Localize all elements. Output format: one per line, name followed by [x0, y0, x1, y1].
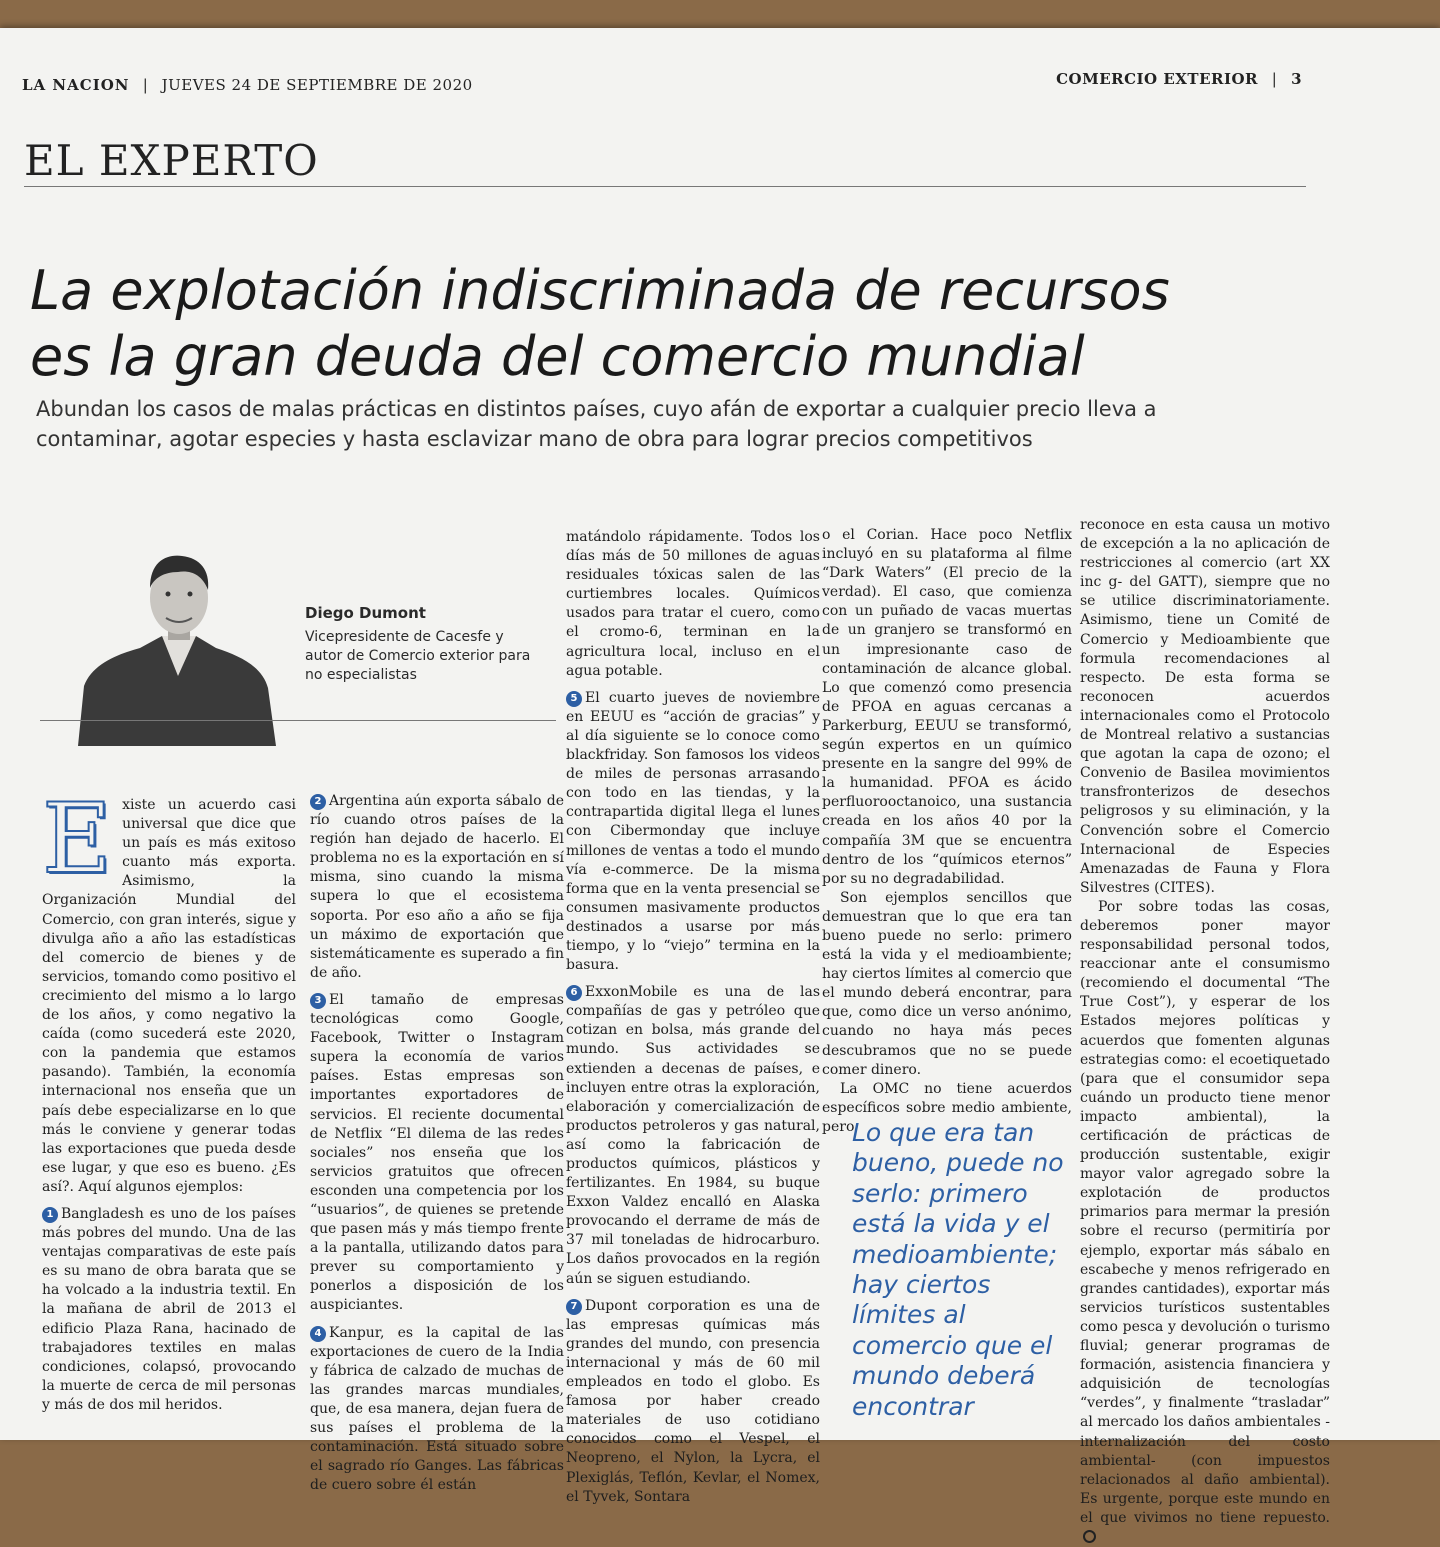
- section-rule: [24, 186, 1306, 187]
- case-3-text: El tamaño de empresas tecnológicas como Google, Facebook, Twitter o Instagram supera la economía de varios países. Estas empresas son importantes exportadores de servicios. El reciente documental de Netflix “El dilema de las redes sociales” nos enseña que los servicios gratuitos que ofrecen esconden una competencia por los “usuarios”, de quienes se pretende que pasen más y más tiempo frente a la pantalla, utilizando datos para prever su comportamiento y ponerlos a disposición de los auspiciantes.: [310, 991, 564, 1314]
- column-4-paragraph-3-text: La OMC no tiene acuerdos específicos sobre medio ambiente, pero: [822, 1080, 1072, 1135]
- case-7-number-badge: 7: [566, 1299, 582, 1315]
- column-5-paragraph-2-text: Por sobre todas las cosas, deberemos poner mayor responsabilidad personal todos, reaccionar ante el consumismo (recomiendo el documental “The True Cost”), y esperar de los Estados mejores políticas y acuerdos que fomenten algunas estrategias como: el ecoetiquetado (para que el consumidor sepa cuándo un producto tiene menor impacto ambiental), la certificación de prácticas de producción sustentable, exigir mayor valor agregado sobre la explotación de productos primarios para mermar la presión sobre el recurso (permitiría por ejemplo, exportar más sábalo en escabeche y menos refrigerado en grandes cantidades), exportar más servicios turísticos sustentables como pesca y devolución o turismo fluvial; generar programas de formación, asistencia financiera y adquisición de tecnologías “verdes”, y finalmente “trasladar” al mercado los daños ambientales -internalización del costo ambiental- (con impuestos relacionados al daño ambiental). Es urgente, porque este mundo en el que vivimos no tiene repuesto.: [1080, 898, 1330, 1526]
- column-2: [310, 792, 564, 1495]
- case-4-text: Kanpur, es la capital de las exportaciones de cuero de la India y fábrica de calzado de muchas de las grandes marcas mundiales, que, de esa manera, dejan fuera de sus países el problema de la contaminación. Está situado sobre el sagrado río Ganges. Las fábricas de cuero sobre él están: [310, 1324, 564, 1494]
- case-7-text: Dupont corporation es una de las empresas químicas más grandes del mundo, con presencia internacional y más de 60 mil empleados en todo el globo. Es famosa por haber creado materiales de uso cotidiano conocidos como el Vespel, el Neopreno, el Nylon, la Lycra, el Plexiglás, Teflón, Kevlar, el Nomex, el Tyvek, Sontara: [566, 1297, 820, 1505]
- case-4: [310, 1324, 564, 1496]
- author-portrait: [78, 536, 276, 746]
- section-name: COMERCIO EXTERIOR: [1056, 70, 1259, 88]
- drop-cap: E: [42, 783, 113, 895]
- column-4-paragraph-2-text: Son ejemplos sencillos que demuestran que lo que era tan bueno puede no serlo: primero está la vida y el medioambiente; hay ciertos límites al comercio que el mundo deberá encontrar, para que, como dice un verso anónimo, cuando no haya más peces descubramos que no se puede comer dinero.: [822, 889, 1072, 1078]
- end-of-article-icon: [1083, 1530, 1096, 1543]
- case-1: [42, 1205, 296, 1415]
- masthead-separator: |: [142, 76, 149, 94]
- case-7-continued-text: o el Corian. Hace poco Netflix incluyó en su plataforma al filme “Dark Waters” (El precio de la verdad). El caso, que comienza con un puñado de vacas muertas de un granjero se transformó en un impresionante caso de contaminación de alcance global. Lo que comenzó como presencia de PFOA en aguas cercanas a Parkerburg, EEUU se transformó, según expertos en un químico presente en la sangre del 99% de la humanidad. PFOA es ácido perfluorooctanoico, una sustancia creada en los años 40 por la compañía 3M que se encuentra dentro de los “químicos eternos” por su no degradabilidad.: [822, 527, 1072, 887]
- paper-name: LA NACION: [22, 76, 130, 94]
- headline: La explotación indiscriminada de recursos es la gran deuda del comercio mundial: [30, 259, 1170, 388]
- column-5-paragraph-1-text: reconoce en esta causa un motivo de excepción a la no aplicación de restricciones al comercio (art XX inc g- del GATT), siempre que no se utilice discriminatoriamente. Asimismo, tiene un Comité de Comercio y Medioambiente que formula recomendaciones al respecto. De esta forma se reconocen acuerdos internacionales como el Protocolo de Montreal relativo a sustancias que agotan la capa de ozono; el Convenio de Basilea movimientos transfronterizos de desechos peligrosos y su eliminación, y la Convención sobre el Comercio Internacional de Especies Amenazadas de Fauna y Flora Silvestres (CITES).: [1080, 517, 1330, 896]
- page-number: 3: [1291, 70, 1302, 88]
- column-5: [1080, 516, 1330, 1547]
- case-2-number-badge: 2: [310, 794, 326, 810]
- case-3-number-badge: 3: [310, 993, 326, 1009]
- case-5-number-badge: 5: [566, 691, 582, 707]
- newspaper-page: [0, 28, 1440, 1526]
- pull-quote: Lo que era tan bueno, puede no serlo: primero está la vida y el medioambiente; hay ciertos límites al comercio que el mundo deberá encontrar: [852, 1118, 1064, 1421]
- case-5-text: El cuarto jueves de noviembre en EEUU es “acción de gracias” y al día siguiente se lo conoce como blackfriday. Son famosos los videos de miles de personas arrasando con todo en las tiendas, y la contrapartida digital llega el lunes con Cibermonday que incluye millones de ventas a todo el mundo vía e-commerce. De la misma forma que en la venta presencial se consumen masivamente productos destinados a usarse por más tiempo, y lo “viejo” termina en la basura.: [566, 689, 820, 974]
- deck: Abundan los casos de malas prácticas en distintos países, cuyo afán de exportar a cualquier precio lleva a contaminar, agotar especies y hasta esclavizar mano de obra para lograr precios competitivos: [36, 397, 1157, 451]
- case-2-text: Argentina aún exporta sábalo de río cuando otros países de la región han dejado de hacerlo. El problema no es la exportación en sí misma, sino cuando la misma supera lo que el ecosistema soporta. Por eso año a año se fija un máximo de exportación que sistemáticamente es superado a fin de año.: [310, 793, 564, 981]
- masthead-right: [1056, 70, 1302, 88]
- intro-text: xiste un acuerdo casi universal que dice que un país es más exitoso cuanto más exporta. Asimismo, la Organización Mundial del Comercio, con gran interés, sigue y divulga año a año las estadísticas del comercio de bienes y de servicios, tomando como positivo el crecimiento del mismo a lo largo de los años, y como negativo la caída (como sucederá este 2020, con la pandemia que estamos pasando). También, la economía internacional nos enseña que un país debe especializarse en lo que más le conviene y generar todas las exportaciones que pueda desde ese lugar, y que eso es bueno. ¿Es así?. Aquí algunos ejemplos:: [42, 797, 296, 1195]
- masthead-separator-right: |: [1271, 70, 1278, 88]
- case-3: [310, 991, 564, 1316]
- column-3: [566, 528, 820, 1507]
- author-role: Vicepresidente de Cacesfe y autor de Comercio exterior para no especialistas: [305, 629, 531, 683]
- column-5-paragraph-1: [1080, 516, 1330, 898]
- case-4-number-badge: 4: [310, 1326, 326, 1342]
- case-6-number-badge: 6: [566, 985, 582, 1001]
- author-name: Diego Dumont: [305, 604, 426, 622]
- case-5: [566, 689, 820, 975]
- masthead-left: [22, 76, 473, 94]
- byline-rule: [40, 720, 556, 721]
- section-title: EL EXPERTO: [24, 136, 319, 185]
- case-2: [310, 792, 564, 983]
- column-4: [822, 526, 1072, 1137]
- column-4-paragraph-2: [822, 889, 1072, 1080]
- case-4-continued: [566, 528, 820, 681]
- case-1-number-badge: 1: [42, 1207, 58, 1223]
- case-6: [566, 983, 820, 1289]
- column-1: [42, 783, 296, 1415]
- issue-date: JUEVES 24 DE SEPTIEMBRE DE 2020: [161, 76, 473, 94]
- column-5-paragraph-2: [1080, 898, 1330, 1547]
- case-6-text: ExxonMobile es una de las compañías de gas y petróleo que cotizan en bolsa, más grande del mundo. Sus actividades se extienden a decenas de países, e incluyen entre otras la exploración, elaboración y comercialización de productos petroleros y gas natural, así como la fabricación de productos químicos, plásticos y fertilizantes. En 1984, su buque Exxon Valdez encalló en Alaska provocando el derrame de más de 37 mil toneladas de hidrocarburo. Los daños provocados en la región aún se siguen estudiando.: [566, 984, 820, 1287]
- case-7-continued: [822, 526, 1072, 889]
- case-7: [566, 1297, 820, 1507]
- case-4-continued-text: matándolo rápidamente. Todos los días más de 50 millones de aguas residuales tóxicas salen de las curtiembres locales. Químicos usados para tratar el cuero, como el cromo-6, terminan en la agricultura local, incluso en el agua potable.: [566, 529, 820, 679]
- case-1-text: Bangladesh es uno de los países más pobres del mundo. Una de las ventajas comparativas de este país es su mano de obra barata que se ha volcado a la industria textil. En la mañana de abril de 2013 el edificio Plaza Rana, hacinado de trabajadores textiles en malas condiciones, colapsó, provocando la muerte de cerca de mil personas y más de dos mil heridos.: [42, 1205, 296, 1413]
